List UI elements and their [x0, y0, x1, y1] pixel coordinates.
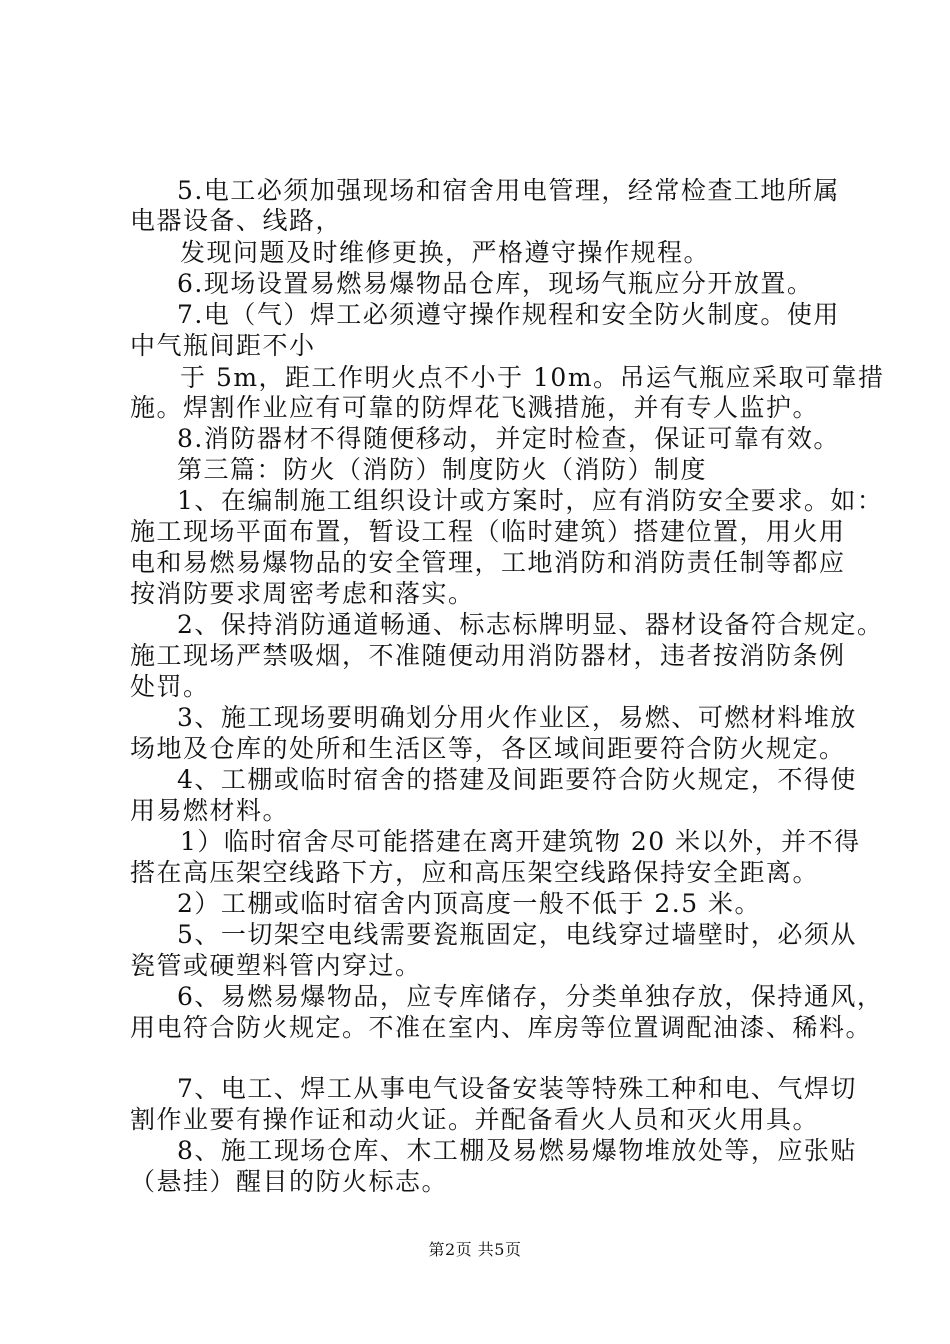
- paragraph-line: 瓷管或硬塑料管内穿过。: [130, 951, 422, 980]
- paragraph-line: 用电符合防火规定。不准在室内、库房等位置调配油漆、稀料。: [130, 1013, 873, 1042]
- paragraph-line: 处罚。: [130, 672, 210, 701]
- paragraph-line: 割作业要有操作证和动火证。并配备看火人员和灭火用具。: [130, 1105, 820, 1134]
- paragraph-line: 中气瓶间距不小: [130, 331, 316, 360]
- paragraph-line: 场地及仓库的处所和生活区等，各区域间距要符合防火规定。: [130, 734, 846, 763]
- paragraph-line: 施。焊割作业应有可靠的防焊花飞溅措施，并有专人监护。: [130, 393, 820, 422]
- paragraph-line: 8.消防器材不得随便移动，并定时检查，保证可靠有效。: [177, 424, 840, 453]
- paragraph-line: 8、施工现场仓库、木工棚及易燃易爆物堆放处等，应张贴: [177, 1136, 857, 1165]
- paragraph-line: （悬挂）醒目的防火标志。: [130, 1167, 449, 1196]
- paragraph-line: 2、保持消防通道畅通、标志标牌明显、器材设备符合规定。: [177, 610, 884, 639]
- paragraph-line: 1、在编制施工组织设计或方案时，应有消防安全要求。如：: [177, 486, 884, 515]
- paragraph-line: 搭在高压架空线路下方，应和高压架空线路保持安全距离。: [130, 858, 820, 887]
- paragraph-line: 4、工棚或临时宿舍的搭建及间距要符合防火规定，不得使: [177, 765, 857, 794]
- paragraph-line: 2）工棚或临时宿舍内顶高度一般不低于 2.5 米。: [177, 889, 762, 918]
- page-number-footer: 第2页 共5页: [428, 1240, 522, 1259]
- paragraph-line: 3、施工现场要明确划分用火作业区，易燃、可燃材料堆放: [177, 703, 857, 732]
- paragraph-line: 5.电工必须加强现场和宿舍用电管理，经常检查工地所属: [177, 176, 840, 205]
- paragraph-line: 6.现场设置易燃易爆物品仓库，现场气瓶应分开放置。: [177, 269, 814, 298]
- paragraph-line: 7.电（气）焊工必须遵守操作规程和安全防火制度。使用: [177, 300, 840, 329]
- paragraph-line: 于 5m，距工作明火点不小于 10m。吊运气瓶应采取可靠措: [180, 363, 885, 392]
- paragraph-line: 5、一切架空电线需要瓷瓶固定，电线穿过墙壁时，必须从: [177, 920, 857, 949]
- paragraph-line: 施工现场平面布置，暂设工程（临时建筑）搭建位置，用火用: [130, 517, 846, 546]
- paragraph-line: 用易燃材料。: [130, 796, 290, 825]
- paragraph-line: 1）临时宿舍尽可能搭建在离开建筑物 20 米以外，并不得: [180, 827, 861, 856]
- paragraph-line: 电器设备、线路，: [130, 206, 343, 235]
- paragraph-line: 发现问题及时维修更换，严格遵守操作规程。: [180, 238, 711, 267]
- paragraph-line: 6、易燃易爆物品，应专库储存，分类单独存放，保持通风，: [177, 982, 884, 1011]
- paragraph-line: 按消防要求周密考虑和落实。: [130, 579, 475, 608]
- paragraph-line: 电和易燃易爆物品的安全管理，工地消防和消防责任制等都应: [130, 548, 846, 577]
- paragraph-line: 施工现场严禁吸烟，不准随便动用消防器材，违者按消防条例: [130, 641, 846, 670]
- paragraph-line: 7、电工、焊工从事电气设备安装等特殊工种和电、气焊切: [177, 1074, 857, 1103]
- section-heading: 第三篇：防火（消防）制度防火（消防）制度: [177, 455, 708, 484]
